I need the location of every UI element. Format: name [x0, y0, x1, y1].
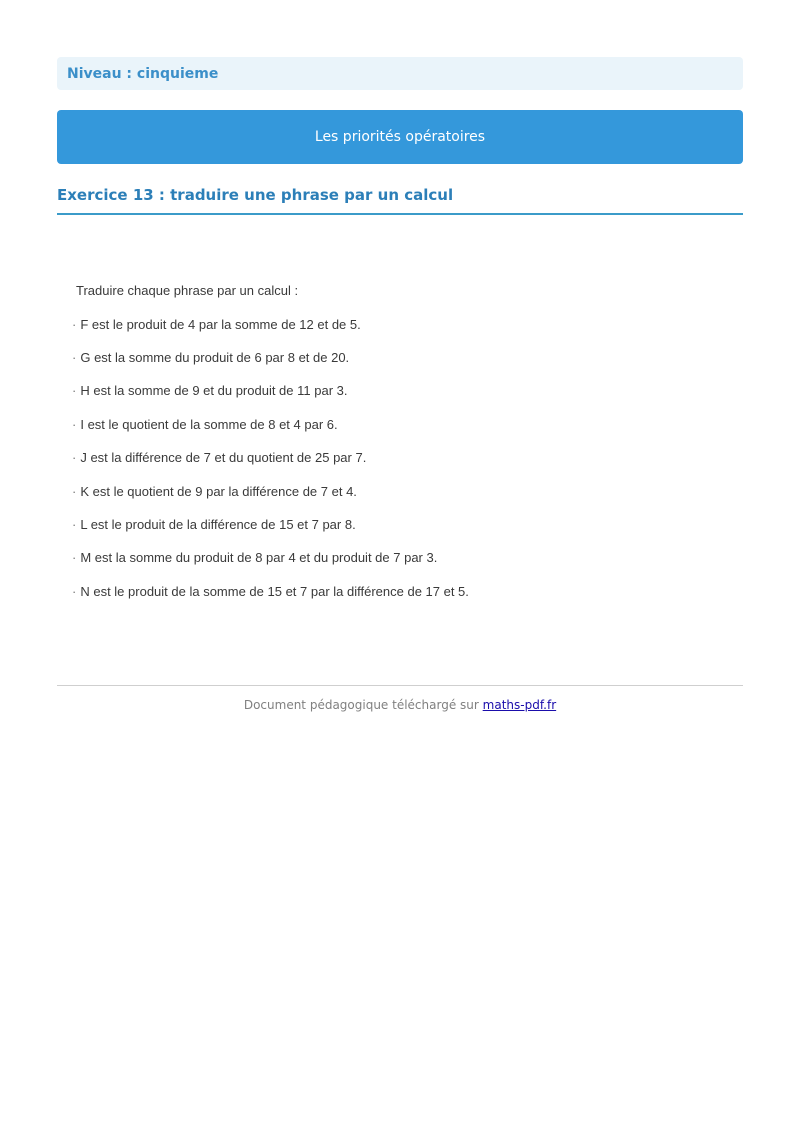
list-item — [72, 383, 347, 398]
bullet-glyph: · — [72, 550, 77, 565]
item-text: I est le quotient de la somme de 8 et 4 par 6. — [80, 417, 338, 432]
list-item — [72, 584, 469, 599]
item-text: M est la somme du produit de 8 par 4 et du produit de 7 par 3. — [80, 550, 438, 565]
title-banner — [57, 110, 743, 164]
bullet-glyph: · — [72, 417, 77, 432]
item-text: H est la somme de 9 et du produit de 11 par 3. — [80, 383, 348, 398]
list-item — [72, 484, 357, 499]
item-text: L est le produit de la différence de 15 et 7 par 8. — [80, 517, 356, 532]
exercise-heading — [57, 184, 743, 215]
bullet-glyph: · — [72, 517, 77, 532]
bullet-glyph: · — [72, 584, 77, 599]
item-text: G est la somme du produit de 6 par 8 et de 20. — [80, 350, 350, 365]
level-box — [57, 57, 743, 90]
bullet-glyph: · — [72, 383, 77, 398]
list-item — [72, 417, 338, 432]
footer — [57, 698, 743, 712]
footer-link[interactable]: maths-pdf.fr — [482, 698, 557, 712]
list-item — [72, 350, 349, 365]
bullet-glyph: · — [72, 450, 77, 465]
list-item — [72, 317, 361, 332]
item-text: F est le produit de 4 par la somme de 12 et de 5. — [80, 317, 361, 332]
bullet-glyph: · — [72, 350, 77, 365]
bullet-glyph: · — [72, 317, 77, 332]
list-item — [72, 550, 437, 565]
list-item — [72, 450, 366, 465]
bullet-glyph: · — [72, 484, 77, 499]
exercise-title: Exercice 13 : traduire une phrase par un calcul — [57, 186, 454, 204]
level-label: Niveau : cinquieme — [67, 65, 219, 82]
footer-text: Document pédagogique téléchargé sur — [243, 698, 479, 712]
item-text: K est le quotient de 9 par la différence de 7 et 4. — [80, 484, 357, 499]
exercise-instruction: Traduire chaque phrase par un calcul : — [76, 283, 299, 298]
list-item — [72, 517, 356, 532]
item-text: J est la différence de 7 et du quotient de 25 par 7. — [80, 450, 367, 465]
footer-divider — [57, 685, 743, 686]
page-title: Les priorités opératoires — [314, 129, 486, 145]
item-text: N est le produit de la somme de 15 et 7 par la différence de 17 et 5. — [80, 584, 469, 599]
